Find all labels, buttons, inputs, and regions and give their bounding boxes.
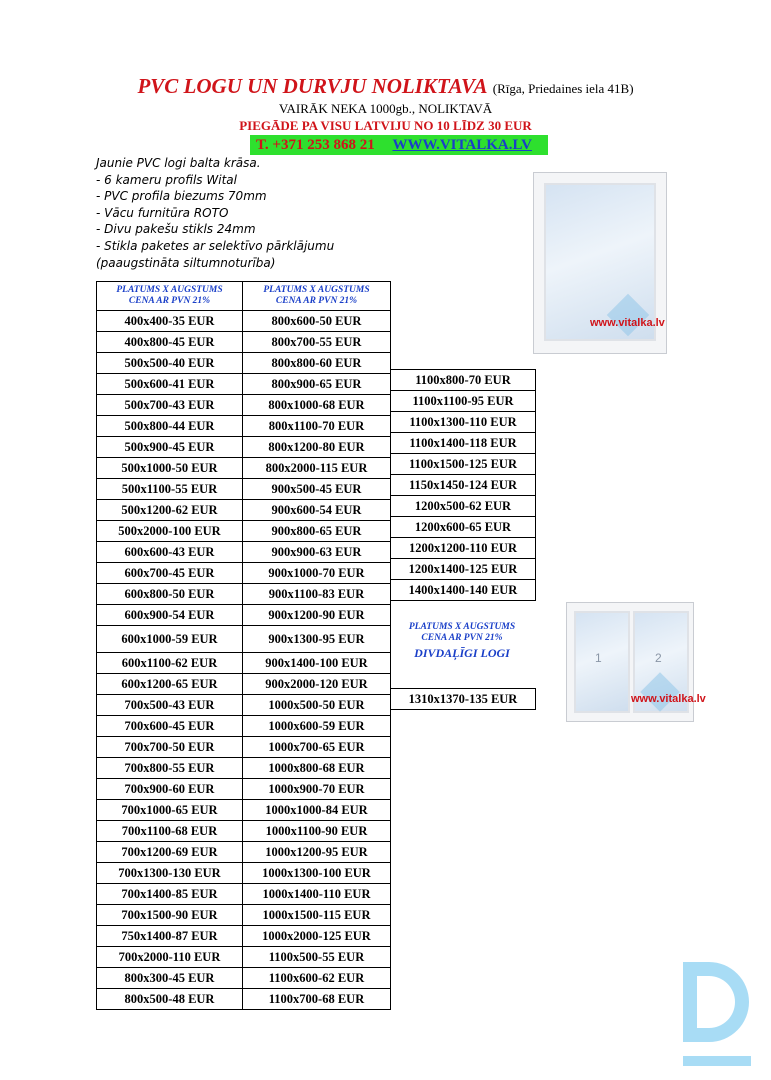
table-row: [243, 821, 391, 842]
table-cell: 800x300-45 EUR: [97, 968, 243, 989]
table-row: [97, 800, 243, 821]
pane-number-2: 2: [655, 651, 662, 665]
table-row: [97, 737, 243, 758]
table-cell: 700x900-60 EUR: [97, 779, 243, 800]
table-cell: 500x1100-55 EUR: [97, 479, 243, 500]
table-row: [391, 454, 536, 475]
table-cell: 800x700-55 EUR: [243, 332, 391, 353]
table-row: [243, 563, 391, 584]
double-window-price-table: [390, 688, 536, 710]
table-cell: 900x1000-70 EUR: [243, 563, 391, 584]
table-row: [97, 926, 243, 947]
table-cell: 900x1200-90 EUR: [243, 605, 391, 626]
table-row: [243, 758, 391, 779]
table-row: [97, 332, 243, 353]
table-cell: 700x2000-110 EUR: [97, 947, 243, 968]
table-cell: 900x800-65 EUR: [243, 521, 391, 542]
table-cell: 900x600-54 EUR: [243, 500, 391, 521]
table-row: [391, 496, 536, 517]
table-header-line1: PLATUMS X AUGSTUMS: [263, 285, 370, 295]
address: (Rīga, Priedaines iela 41B): [492, 81, 634, 96]
table-cell: 1000x1300-100 EUR: [243, 863, 391, 884]
double-header-line1: PLATUMS X AUGSTUMS: [408, 622, 516, 632]
phone-number[interactable]: T. +371 253 868 21: [256, 137, 375, 153]
table-cell: 700x500-43 EUR: [97, 695, 243, 716]
table-row: [391, 559, 536, 580]
table-cell: 600x800-50 EUR: [97, 584, 243, 605]
table-cell: 600x1000-59 EUR: [97, 626, 243, 653]
table-row: [97, 758, 243, 779]
watermark-text: www.vitalka.lv: [590, 317, 665, 329]
table-row: [243, 374, 391, 395]
table-cell: 1310x1370-135 EUR: [391, 689, 536, 710]
table-row: [243, 542, 391, 563]
table-cell: 500x700-43 EUR: [97, 395, 243, 416]
window-pane-1: [574, 611, 630, 713]
table-cell: 1200x1400-125 EUR: [391, 559, 536, 580]
table-cell: 600x1200-65 EUR: [97, 674, 243, 695]
table-header-line2: CENA AR PVN 21%: [275, 296, 358, 306]
table-cell: 500x900-45 EUR: [97, 437, 243, 458]
table-row: [97, 311, 243, 332]
d-logo-icon: [683, 962, 761, 1042]
table-row: [97, 458, 243, 479]
table-row: [243, 884, 391, 905]
table-cell: 800x600-50 EUR: [243, 311, 391, 332]
table-row: [243, 311, 391, 332]
table-cell: 1100x1400-118 EUR: [391, 433, 536, 454]
table-cell: 1000x1100-90 EUR: [243, 821, 391, 842]
feature-item: - PVC profila biezums 70mm: [96, 189, 267, 204]
table-row: [97, 626, 243, 653]
table-row: [243, 800, 391, 821]
table-cell: 1000x1200-95 EUR: [243, 842, 391, 863]
table-cell: 500x2000-100 EUR: [97, 521, 243, 542]
table-row: [97, 842, 243, 863]
table-cell: 1000x2000-125 EUR: [243, 926, 391, 947]
table-row: [97, 947, 243, 968]
table-cell: 500x600-41 EUR: [97, 374, 243, 395]
price-table-column-1: [96, 281, 243, 1010]
table-row: [97, 500, 243, 521]
table-cell: 1100x1300-110 EUR: [391, 412, 536, 433]
table-row: [391, 370, 536, 391]
table-row: [243, 353, 391, 374]
table-row: [243, 842, 391, 863]
table-cell: 1200x1200-110 EUR: [391, 538, 536, 559]
table-row: [243, 500, 391, 521]
table-cell: 1000x500-50 EUR: [243, 695, 391, 716]
table-row: [243, 779, 391, 800]
website-link[interactable]: WWW.VITALKA.LV: [392, 137, 532, 153]
table-header: [97, 282, 243, 311]
table-cell: 700x1100-68 EUR: [97, 821, 243, 842]
feature-item: Jaunie PVC logi balta krāsa.: [96, 156, 261, 170]
table-cell: 900x500-45 EUR: [243, 479, 391, 500]
table-row: [97, 395, 243, 416]
table-cell: 800x900-65 EUR: [243, 374, 391, 395]
table-row: [243, 716, 391, 737]
table-cell: 1200x600-65 EUR: [391, 517, 536, 538]
table-cell: 500x1200-62 EUR: [97, 500, 243, 521]
table-row: [97, 542, 243, 563]
table-cell: 1100x600-62 EUR: [243, 968, 391, 989]
feature-item: - Divu pakešu stikls 24mm: [96, 222, 256, 237]
feature-item: - Stikla paketes ar selektīvo pārklājumu: [96, 238, 335, 253]
price-table-column-2: [242, 281, 391, 1010]
table-cell: 1100x500-55 EUR: [243, 947, 391, 968]
table-cell: 900x2000-120 EUR: [243, 674, 391, 695]
pane-number-1: 1: [595, 651, 602, 665]
table-row: [243, 926, 391, 947]
table-row: [243, 653, 391, 674]
feature-item: (paaugstināta siltumnoturība): [96, 255, 276, 270]
table-row: [243, 863, 391, 884]
table-row: [243, 737, 391, 758]
table-cell: 700x600-45 EUR: [97, 716, 243, 737]
table-row: [97, 884, 243, 905]
table-row: [391, 433, 536, 454]
table-cell: 800x800-60 EUR: [243, 353, 391, 374]
page-title-line: [0, 74, 771, 99]
table-cell: 1000x800-68 EUR: [243, 758, 391, 779]
table-row: [97, 779, 243, 800]
table-row: [391, 580, 536, 601]
price-table-column-3: [390, 369, 536, 601]
table-cell: 1100x1100-95 EUR: [391, 391, 536, 412]
table-header-line2: CENA AR PVN 21%: [128, 296, 211, 306]
table-row: [243, 521, 391, 542]
table-cell: 700x1000-65 EUR: [97, 800, 243, 821]
table-row: [97, 584, 243, 605]
table-row: [243, 905, 391, 926]
table-row: [97, 374, 243, 395]
table-row: [243, 605, 391, 626]
table-cell: 700x1200-69 EUR: [97, 842, 243, 863]
table-cell: 1000x900-70 EUR: [243, 779, 391, 800]
table-row: [243, 437, 391, 458]
page-title: PVC LOGU UN DURVJU NOLIKTAVA: [137, 74, 488, 98]
double-window-header: [390, 622, 534, 662]
table-row: [97, 905, 243, 926]
table-header: [243, 282, 391, 311]
table-cell: 1100x800-70 EUR: [391, 370, 536, 391]
table-cell: 900x1400-100 EUR: [243, 653, 391, 674]
table-row: [391, 391, 536, 412]
table-cell: 500x500-40 EUR: [97, 353, 243, 374]
table-cell: 900x1300-95 EUR: [243, 626, 391, 653]
table-row: [243, 332, 391, 353]
table-cell: 900x900-63 EUR: [243, 542, 391, 563]
table-cell: 400x400-35 EUR: [97, 311, 243, 332]
table-row: [97, 437, 243, 458]
table-cell: 900x1100-83 EUR: [243, 584, 391, 605]
stock-line: VAIRĀK NEKA 1000gb., NOLIKTAVĀ: [278, 101, 493, 116]
table-row: [391, 517, 536, 538]
table-cell: 600x1100-62 EUR: [97, 653, 243, 674]
table-row: [97, 863, 243, 884]
table-row: [243, 626, 391, 653]
table-row: [97, 716, 243, 737]
table-row: [243, 989, 391, 1010]
table-cell: 800x1200-80 EUR: [243, 437, 391, 458]
table-row: [97, 563, 243, 584]
table-row: [243, 479, 391, 500]
table-row: [391, 475, 536, 496]
table-row: [97, 353, 243, 374]
table-row: [391, 538, 536, 559]
table-row: [243, 947, 391, 968]
table-row: [97, 989, 243, 1010]
table-row: [243, 395, 391, 416]
logo-underline: [683, 1056, 751, 1066]
feature-item: - Vācu furnitūra ROTO: [96, 205, 229, 220]
table-row: [97, 479, 243, 500]
table-row: [243, 584, 391, 605]
table-cell: 1100x700-68 EUR: [243, 989, 391, 1010]
table-cell: 750x1400-87 EUR: [97, 926, 243, 947]
feature-item: - 6 kameru profils Wital: [96, 172, 237, 187]
table-cell: 800x2000-115 EUR: [243, 458, 391, 479]
table-row: [97, 605, 243, 626]
table-row: [97, 521, 243, 542]
table-cell: 600x600-43 EUR: [97, 542, 243, 563]
table-cell: 1100x1500-125 EUR: [391, 454, 536, 475]
table-cell: 800x500-48 EUR: [97, 989, 243, 1010]
table-row: [243, 674, 391, 695]
contact-bar: [250, 135, 548, 155]
table-row: [97, 674, 243, 695]
table-cell: 1150x1450-124 EUR: [391, 475, 536, 496]
table-cell: 1000x1000-84 EUR: [243, 800, 391, 821]
table-row: [97, 695, 243, 716]
table-row: [243, 695, 391, 716]
table-cell: 800x1100-70 EUR: [243, 416, 391, 437]
table-row: [391, 412, 536, 433]
table-row: [97, 416, 243, 437]
table-cell: 700x700-50 EUR: [97, 737, 243, 758]
table-row: [243, 458, 391, 479]
table-header-line1: PLATUMS X AUGSTUMS: [116, 285, 223, 295]
table-cell: 600x900-54 EUR: [97, 605, 243, 626]
table-cell: 700x1400-85 EUR: [97, 884, 243, 905]
table-cell: 1400x1400-140 EUR: [391, 580, 536, 601]
table-cell: 800x1000-68 EUR: [243, 395, 391, 416]
features-list: [96, 155, 496, 271]
table-cell: 500x800-44 EUR: [97, 416, 243, 437]
table-row: [97, 653, 243, 674]
table-cell: 1000x1500-115 EUR: [243, 905, 391, 926]
table-cell: 1000x600-59 EUR: [243, 716, 391, 737]
table-cell: 1000x1400-110 EUR: [243, 884, 391, 905]
watermark-text: www.vitalka.lv: [631, 693, 706, 705]
table-cell: 400x800-45 EUR: [97, 332, 243, 353]
double-window-label: DIVDAĻĪGI LOGI: [414, 646, 510, 660]
table-cell: 700x1500-90 EUR: [97, 905, 243, 926]
table-row: [97, 968, 243, 989]
table-row: [97, 821, 243, 842]
table-cell: 600x700-45 EUR: [97, 563, 243, 584]
table-cell: 1200x500-62 EUR: [391, 496, 536, 517]
table-cell: 1000x700-65 EUR: [243, 737, 391, 758]
delivery-line: PIEGĀDE PA VISU LATVIJU NO 10 LĪDZ 30 EUR: [239, 118, 532, 133]
table-cell: 700x800-55 EUR: [97, 758, 243, 779]
table-row: [243, 968, 391, 989]
double-header-line2: CENA AR PVN 21%: [421, 633, 503, 643]
table-row: [243, 416, 391, 437]
table-cell: 700x1300-130 EUR: [97, 863, 243, 884]
table-cell: 500x1000-50 EUR: [97, 458, 243, 479]
